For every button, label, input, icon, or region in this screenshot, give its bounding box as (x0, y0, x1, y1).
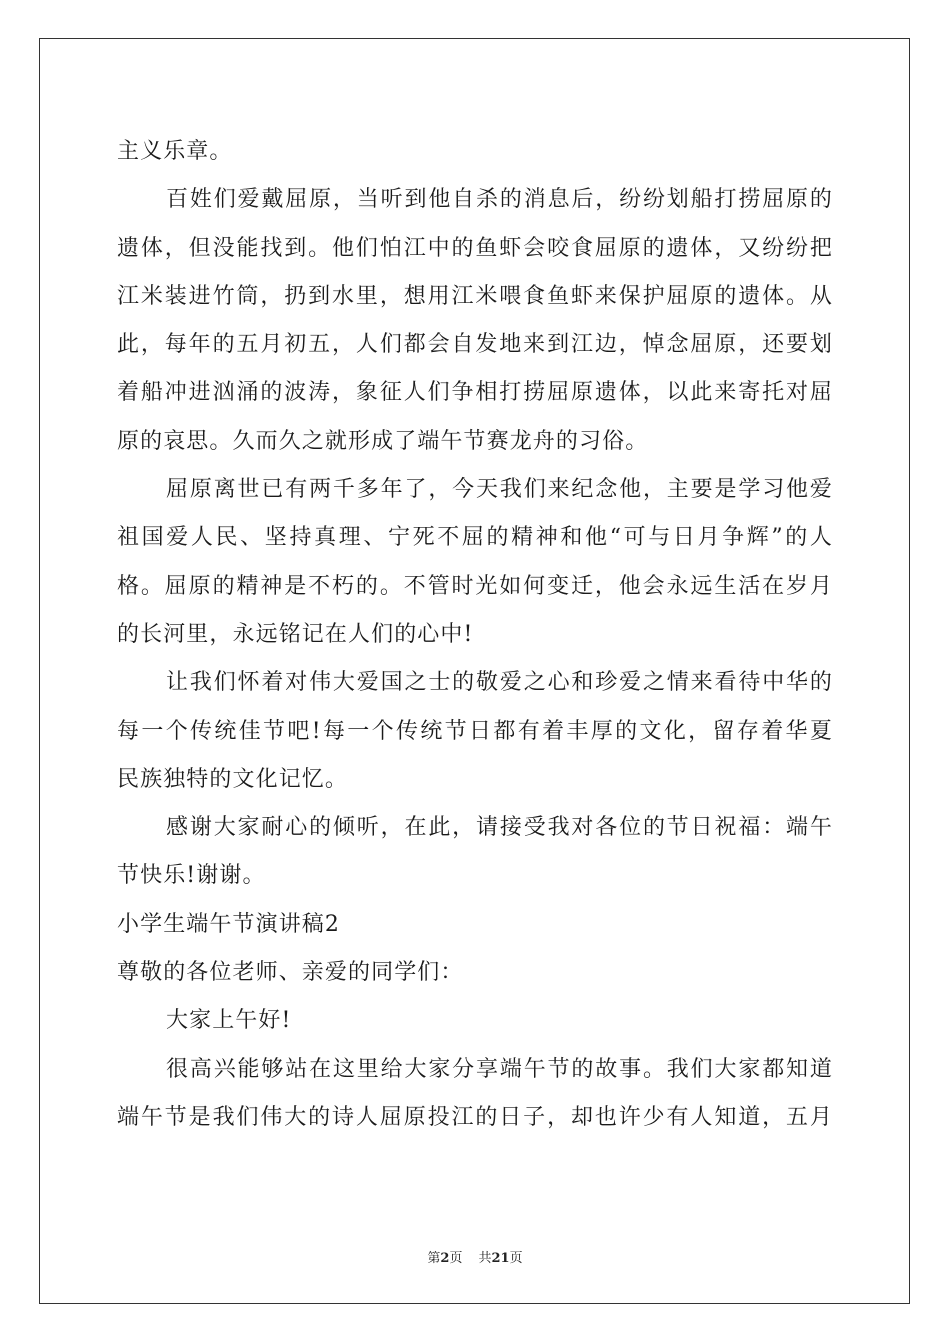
text-line: 感谢大家耐心的倾听，在此，请接受我对各位的节日祝福：端午 (166, 815, 833, 841)
total-prefix: 共 (478, 1251, 492, 1266)
page-suffix: 页 (449, 1251, 463, 1266)
text-line: 让我们怀着对伟大爱国之士的敬爱之心和珍爱之情来看待中华的 (166, 670, 833, 696)
total-pages: 21 (491, 1251, 510, 1266)
page-prefix: 第 (427, 1251, 441, 1266)
document-body (117, 128, 833, 1142)
text-line: 大家上午好! (166, 1008, 292, 1034)
text-line: 每一个传统佳节吧!每一个传统节日都有着丰厚的文化，留存着华夏 (117, 718, 833, 744)
text-line: 尊敬的各位老师、亲爱的同学们： (117, 960, 464, 986)
text-line: 屈原离世已有两千多年了，今天我们来纪念他，主要是学习他爱 (166, 477, 833, 503)
text-line: 端午节是我们伟大的诗人屈原投江的日子，却也许少有人知道，五月 (117, 1104, 833, 1130)
text-line: 小学生端午节演讲稿2 (117, 911, 340, 937)
text-line: 主义乐章。 (117, 139, 233, 164)
text-line: 遗体，但没能找到。他们怕江中的鱼虾会咬食屈原的遗体，又纷纷把 (117, 235, 833, 261)
text-line: 祖国爱人民、坚持真理、宁死不屈的精神和他“可与日月争辉”的人 (117, 525, 833, 551)
text-line: 民族独特的文化记忆。 (117, 766, 349, 792)
text-line: 江米装进竹筒，扔到水里，想用江米喂食鱼虾来保护屈原的遗体。从 (117, 283, 833, 309)
text-line: 原的哀思。久而久之就形成了端午节赛龙舟的习俗。 (117, 428, 649, 454)
text-line: 的长河里，永远铭记在人们的心中! (117, 621, 474, 647)
total-suffix: 页 (509, 1251, 523, 1266)
text-line: 着船冲进汹涌的波涛，象征人们争相打捞屈原遗体，以此来寄托对屈 (117, 380, 833, 406)
text-line: 此，每年的五月初五，人们都会自发地来到江边，悼念屈原，还要划 (117, 332, 833, 358)
text-line: 很高兴能够站在这里给大家分享端午节的故事。我们大家都知道 (166, 1056, 833, 1082)
page-number: 2 (440, 1251, 450, 1266)
text-line: 节快乐!谢谢。 (117, 863, 266, 889)
page-footer (0, 1247, 950, 1266)
text-line: 格。屈原的精神是不朽的。不管时光如何变迁，他会永远生活在岁月 (117, 573, 833, 599)
text-line: 百姓们爱戴屈原，当听到他自杀的消息后，纷纷划船打捞屈原的 (166, 187, 833, 213)
